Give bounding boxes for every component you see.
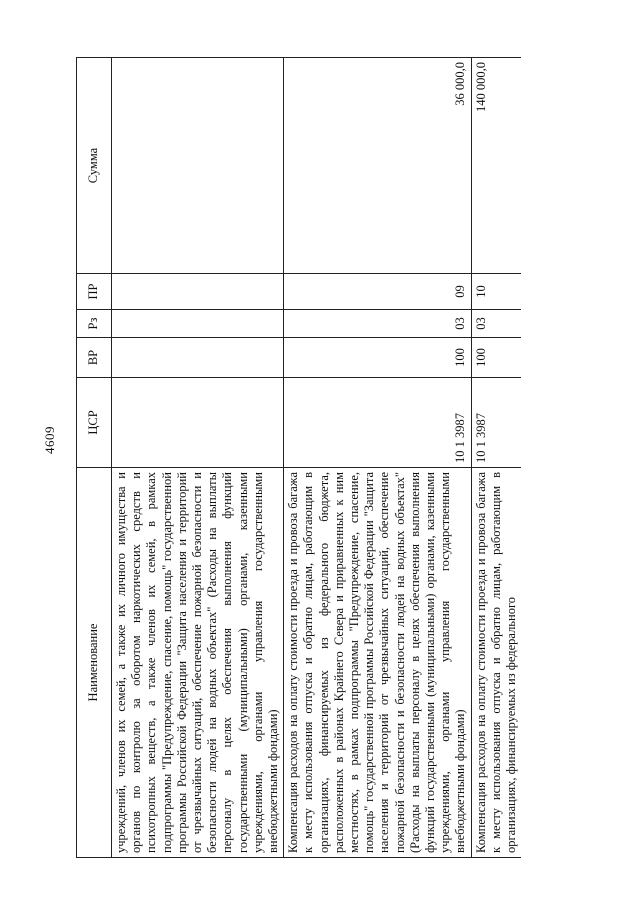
table-row <box>112 58 284 858</box>
table-header-row <box>77 58 112 858</box>
row-sum: 36 000,0 <box>284 58 471 274</box>
row-vr: 100 <box>471 338 521 378</box>
row-rz <box>112 310 284 338</box>
budget-table <box>76 57 521 858</box>
row-vr <box>112 338 284 378</box>
row-pr <box>112 274 284 310</box>
row-vr: 100 <box>284 338 471 378</box>
header-sum: Сумма <box>77 58 112 274</box>
page-number: 4609 <box>42 426 57 454</box>
row-rz: 03 <box>284 310 471 338</box>
row-pr: 10 <box>471 274 521 310</box>
header-rz: Рз <box>77 310 112 338</box>
row-pr: 09 <box>284 274 471 310</box>
rotated-table-container <box>76 58 608 858</box>
row-sum <box>112 58 284 274</box>
header-name: Наименование <box>77 468 112 858</box>
table-row <box>471 58 521 858</box>
row-rz: 03 <box>471 310 521 338</box>
row-csr: 10 1 3987 <box>471 378 521 468</box>
header-vr: ВР <box>77 338 112 378</box>
header-pr: ПР <box>77 274 112 310</box>
row-name: учреждений, членов их семей, а также их личного имущества и органов по контролю за оборотом наркотических средств и психотропных веществ, а также членов их семей, в рамках подпрограммы "Предупреждение, спасение, помощь" государственной программы Российской Федерации "Защита населения и территорий от чрезвычайных ситуаций, обеспечение пожарной безопасности и безопасности людей на водных объектах" (Расходы на выплаты персоналу в целях обеспечения выполнения функций государственными (муниципальными) органами, казенными учреждениями, органами управления государственными внебюджетными фондами) <box>112 468 284 858</box>
row-name: Компенсация расходов на оплату стоимости проезда и провоза багажа к месту использования отпуска и обратно лицам, работающим в организациях, финансируемых из федерального <box>471 468 521 858</box>
row-name: Компенсация расходов на оплату стоимости проезда и провоза багажа к месту использования отпуска и обратно лицам, работающим в организациях, финансируемых из федерального бюджета, расположенных в районах Крайнего Севера и приравненных к ним местностях, в рамках подпрограммы "Предупреждение, спасение, помощь" государственной программы Российской Федерации "Защита населения и территорий от чрезвычайных ситуаций, обеспечение пожарной безопасности и безопасности людей на водных объектах" (Расходы на выплаты персоналу в целях обеспечения выполнения функций государственными (муниципальными) органами, казенными учреждениями, органами управления государственными внебюджетными фондами) <box>284 468 471 858</box>
header-csr: ЦСР <box>77 378 112 468</box>
table-row <box>284 58 471 858</box>
row-csr: 10 1 3987 <box>284 378 471 468</box>
row-sum: 140 000,0 <box>471 58 521 274</box>
row-csr <box>112 378 284 468</box>
